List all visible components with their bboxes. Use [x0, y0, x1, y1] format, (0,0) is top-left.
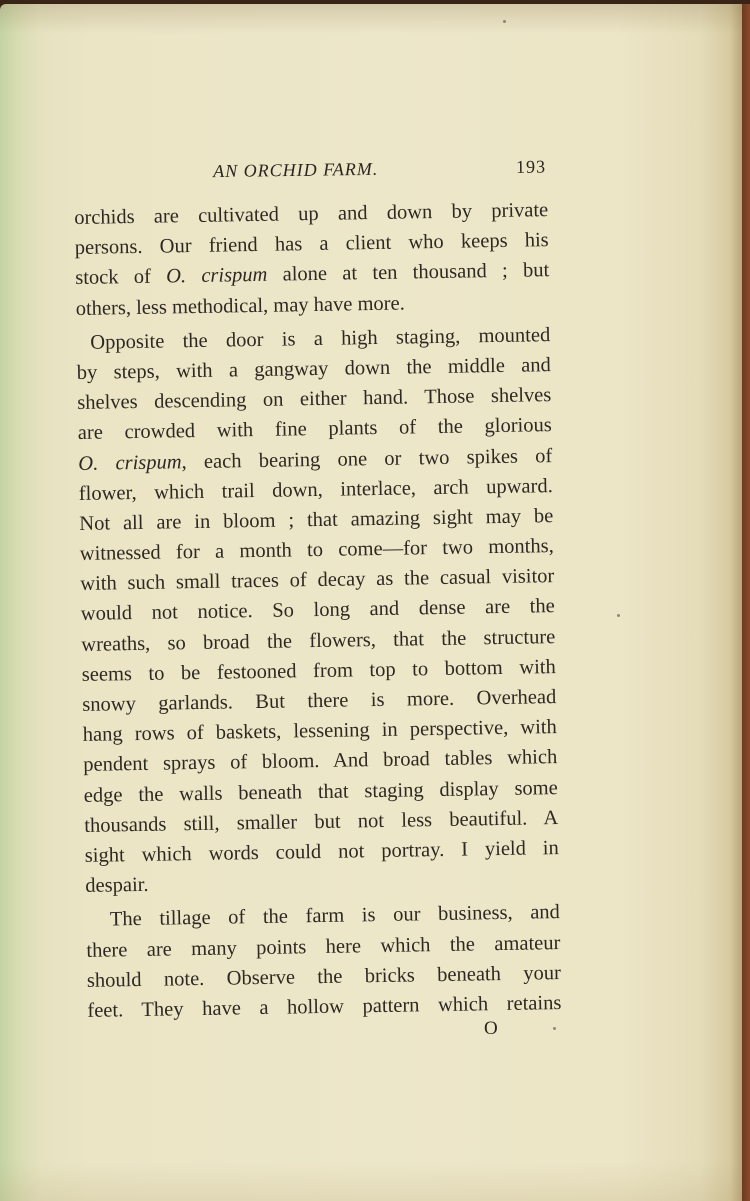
text-line: edge the walls beneath that staging display some	[83, 776, 558, 807]
body-text	[74, 195, 562, 1026]
text-line: snowy garlands. But there is more. Overhead	[82, 686, 557, 716]
text-line: shelves descending on either hand. Those shelves	[77, 384, 552, 415]
paper-speck	[617, 614, 620, 617]
text-line: seems to be festooned from top to bottom with	[81, 655, 556, 686]
text-line: should note. Observe the bricks beneath your	[86, 961, 562, 992]
text-line: others, less methodical, may have more.	[75, 292, 405, 320]
text-line: wreaths, so broad the flowers, that the structure	[81, 625, 556, 656]
text-line: with such small traces of decay as the casual visitor	[80, 565, 555, 596]
text-line: persons. Our friend has a client who keeps his	[74, 229, 549, 260]
text-line: feet. They have a hollow pattern which retains	[87, 991, 562, 1022]
signature-mark: O	[484, 1018, 498, 1039]
text-line: witnessed for a month to come—for two months,	[79, 535, 554, 566]
text-line: orchids are cultivated up and down by private	[74, 199, 549, 229]
page-number: 193	[515, 156, 547, 177]
text-line: are crowded with fine plants of the glorious	[77, 414, 552, 445]
text-line: hang rows of baskets, lessening in perspective, with	[82, 716, 557, 747]
text-line: The tillage of the farm is our business, and	[109, 901, 561, 931]
text-line: flower, which trail down, interlace, arch upward.	[78, 474, 553, 505]
text-line: there are many points here which the amateur	[86, 931, 561, 962]
text-line: Not all are in bloom ; that amazing sight may be	[79, 504, 554, 535]
text-line: O. crispum, each bearing one or two spikes of	[78, 444, 553, 475]
text-line: sight which words could not portray. I yield in	[84, 836, 559, 867]
text-line: by steps, with a gangway down the middle and	[76, 354, 551, 384]
paper-speck	[553, 1027, 556, 1030]
text-line: thousands still, smaller but not less beautiful. A	[84, 806, 559, 837]
text-line: pendent sprays of bloom. And broad tables which	[83, 746, 558, 777]
text-line: stock of O. crispum alone at ten thousand ; but	[75, 259, 550, 290]
paper-speck	[503, 20, 506, 23]
text-line: Opposite the door is a high staging, mounted	[90, 323, 551, 354]
running-title: AN ORCHID FARM.	[212, 158, 379, 182]
text-line: would not notice. So long and dense are the	[80, 595, 555, 626]
text-line: despair.	[85, 873, 149, 898]
book-cover-edge	[742, 4, 750, 1201]
